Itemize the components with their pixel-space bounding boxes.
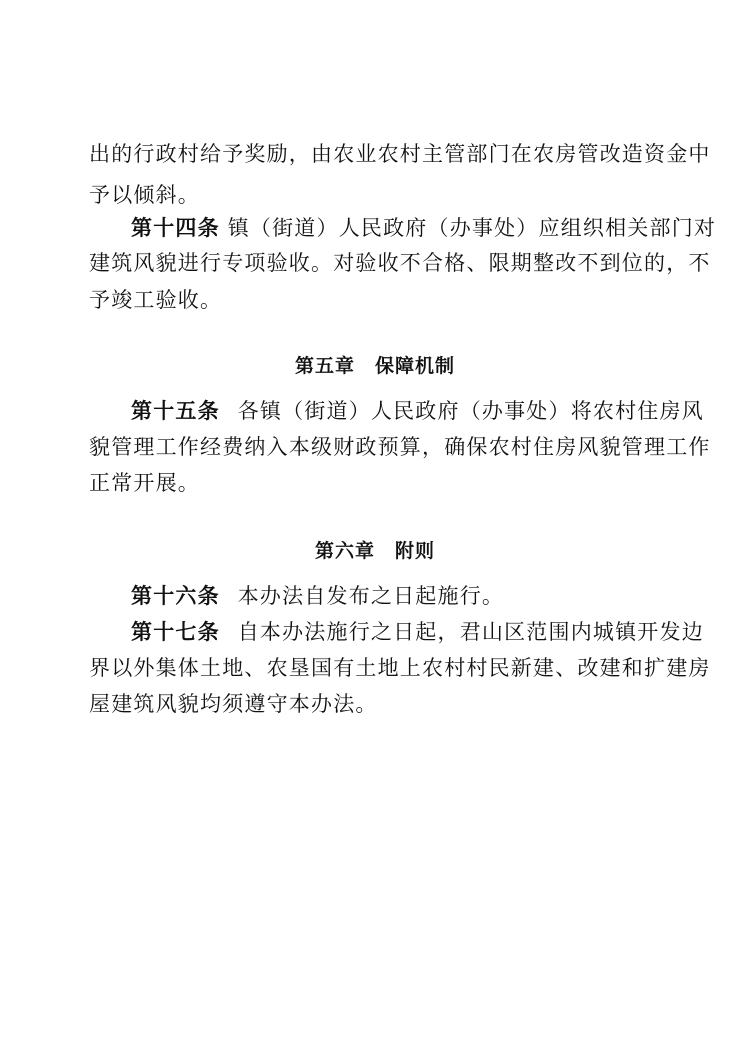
article-16-line <box>131 582 504 610</box>
article-text: 各镇（街道）人民政府（办事处）将农村住房风 <box>237 399 704 423</box>
article-text: 镇（街道）人民政府（办事处）应组织相关部门对 <box>227 216 717 240</box>
article-label: 第十七条 <box>131 620 220 644</box>
paragraph-line: 正常开展。 <box>89 471 200 495</box>
paragraph-line: 屋建筑风貌均须遵守本办法。 <box>89 692 378 716</box>
article-label: 第十四条 <box>131 216 220 240</box>
paragraph-line: 予以倾斜。 <box>89 183 200 207</box>
paragraph-line: 建筑风貌进行专项验收。对验收不合格、限期整改不到位的，不 <box>89 251 711 275</box>
paragraph-line: 貌管理工作经费纳入本级财政预算，确保农村住房风貌管理工作 <box>89 435 711 459</box>
article-label: 第十六条 <box>131 584 220 608</box>
article-text: 自本办法施行之日起，君山区范围内城镇开发边 <box>237 620 704 644</box>
article-label: 第十五条 <box>131 399 220 423</box>
article-text: 本办法自发布之日起施行。 <box>237 584 505 608</box>
article-17-line <box>131 618 704 646</box>
chapter-5-heading: 第五章 保障机制 <box>294 355 455 377</box>
chapter-6-heading: 第六章 附则 <box>314 540 435 562</box>
paragraph-line: 予竣工验收。 <box>89 288 223 312</box>
article-15-line <box>131 397 704 425</box>
article-14-line <box>131 214 716 242</box>
paragraph-line: 出的行政村给予奖励，由农业农村主管部门在农房管改造资金中 <box>89 142 711 166</box>
paragraph-line: 界以外集体土地、农垦国有土地上农村村民新建、改建和扩建房 <box>89 656 711 680</box>
